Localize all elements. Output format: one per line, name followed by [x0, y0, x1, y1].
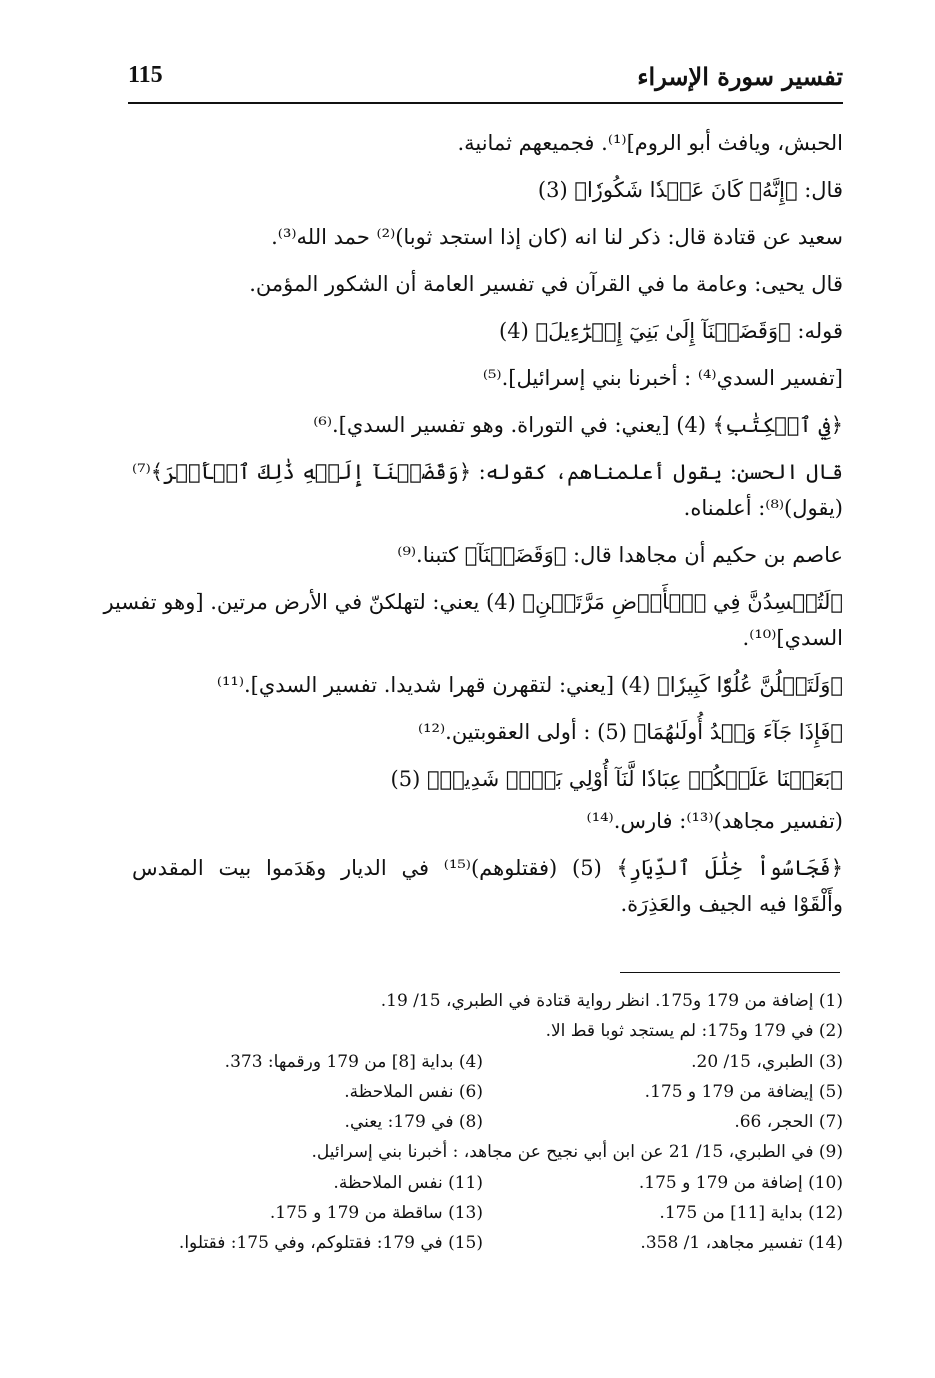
text-line: قال يحيى: وعامة ما في القرآن في تفسير العامة أن الشكور المؤمن. — [249, 272, 843, 296]
footnote: (13) ساقطة من 179 و 175. — [269, 1203, 483, 1224]
footnote-row — [132, 1047, 843, 1077]
footnote: (12) بداية [11] من 175. — [659, 1203, 843, 1224]
text-line: ﴿وَلَتَعۡلُنَّ عُلُوّٗا كَبِيرٗا﴾ (4) [يعني: لتقهرن قهرا شديدا. تفسير السدي].⁽¹¹⁾ — [216, 673, 843, 697]
footnote: (2) في 179 و175: لم يستجد ثوبا قط الا. — [545, 1021, 843, 1042]
footnote: (1) إضافة من 179 و175. انظر رواية قتادة في الطبري، 15/ 19. — [380, 991, 843, 1011]
text-line: وأَلْقَوْا فيه الجيف والعَذِرَة. — [620, 892, 843, 916]
footnote-row — [132, 1228, 843, 1258]
footnote: (5) إيضافة من 179 و 175. — [644, 1081, 843, 1102]
footnote-row — [132, 1198, 843, 1228]
text-line: (يقول)⁽⁸⁾: أعلمناه. — [683, 496, 843, 520]
footnote: (7) الحجر، 66. — [734, 1112, 843, 1133]
text-line: [تفسير السدي⁽⁴⁾ : أخبرنا بني إسرائيل].⁽⁵⁾ — [482, 366, 843, 390]
footnote-rule — [620, 972, 840, 973]
text-line: الحبش، ويافث أبو الروم]⁽¹⁾. فجميعهم ثمانية. — [457, 131, 843, 155]
footnote: (10) إضافة من 179 و 175. — [638, 1172, 843, 1193]
footnote: (11) نفس الملاحظة. — [333, 1172, 483, 1193]
text-line: قال: ﴿إِنَّهُۥ كَانَ عَبۡدٗا شَكُورٗا﴾ (3) — [537, 178, 843, 202]
footnote-row — [132, 1077, 843, 1107]
footnote: (6) نفس الملاحظة. — [344, 1081, 483, 1102]
text-line: السدي]⁽¹⁰⁾. — [742, 626, 843, 650]
footnotes — [132, 986, 843, 1259]
page-header — [128, 62, 843, 102]
text-line: ﴿بَعَثۡنَا عَلَيۡكُمۡ عِبَادٗا لَّنَآ أُوْلِي بَأۡسٖ شَدِيدٖ﴾ (5) — [390, 767, 843, 791]
text-line: ﴿فِي ٱلۡكِتَٰبِ﴾ (4) [يعني: في التوراة. وهو تفسير السدي].⁽⁶⁾ — [313, 413, 843, 437]
text-line: عاصم بن حكيم أن مجاهدا قال: ﴿وَقَضَيۡنَآ﴾ كتبنا.⁽⁹⁾ — [397, 543, 843, 567]
running-title: تفسير سورة الإسراء — [637, 62, 843, 91]
text-line: ﴿فَجَاسُواْ خِلَٰلَ ٱلدِّيَارِ﴾ (5) (فقتلوهم)⁽¹⁵⁾ في الديار وهَدَموا بيت المقدس — [132, 856, 844, 880]
text-line: قوله: ﴿وَقَضَيۡنَآ إِلَىٰ بَنِيٓ إِسۡرَٰٓءِيلَ﴾ (4) — [499, 319, 843, 343]
footnote-row — [132, 1107, 843, 1137]
footnote-row — [132, 1168, 843, 1198]
page-number: 115 — [128, 62, 163, 88]
text-line: قال الحسن: يقول أعلمناهم، كقوله: ﴿وَقَضَيۡنَآ إِلَيۡهِ ذَٰلِكَ ٱلۡأَمۡرَ﴾⁽⁷⁾ — [132, 460, 843, 484]
main-text — [103, 122, 844, 919]
footnote: (14) تفسير مجاهد، 1/ 358. — [640, 1233, 843, 1254]
footnote: (9) في الطبري، 15/ 21 عن ابن أبي نجيح عن مجاهد، : أخبرنا بني إسرائيل. — [311, 1142, 843, 1163]
footnote: (4) بداية [8] من 179 ورقمها: 373. — [224, 1051, 483, 1072]
text-line: سعيد عن قتادة قال: ذكر لنا انه (كان إذا استجد ثوبا)⁽²⁾ حمد الله⁽³⁾. — [271, 225, 843, 249]
footnote: (8) في 179: يعني. — [344, 1112, 483, 1133]
header-rule — [128, 102, 843, 104]
footnote: (3) الطبري، 15/ 20. — [691, 1051, 843, 1072]
text-line: ﴿فَإِذَا جَآءَ وَعۡدُ أُولَىٰهُمَا﴾ (5) : أولى العقوبتين.⁽¹²⁾ — [417, 720, 843, 744]
footnote: (15) في 179: فقتلوكم، وفي 175: فقتلوا. — [178, 1233, 483, 1254]
text-line: ﴿لَتُفۡسِدُنَّ فِي ٱلۡأَرۡضِ مَرَّتَيۡنِ﴾ (4) يعني: لتهلكنّ في الأرض مرتين. [وهو تفسير — [103, 590, 843, 614]
text-line: (تفسير مجاهد)⁽¹³⁾: فارس.⁽¹⁴⁾ — [586, 809, 843, 833]
